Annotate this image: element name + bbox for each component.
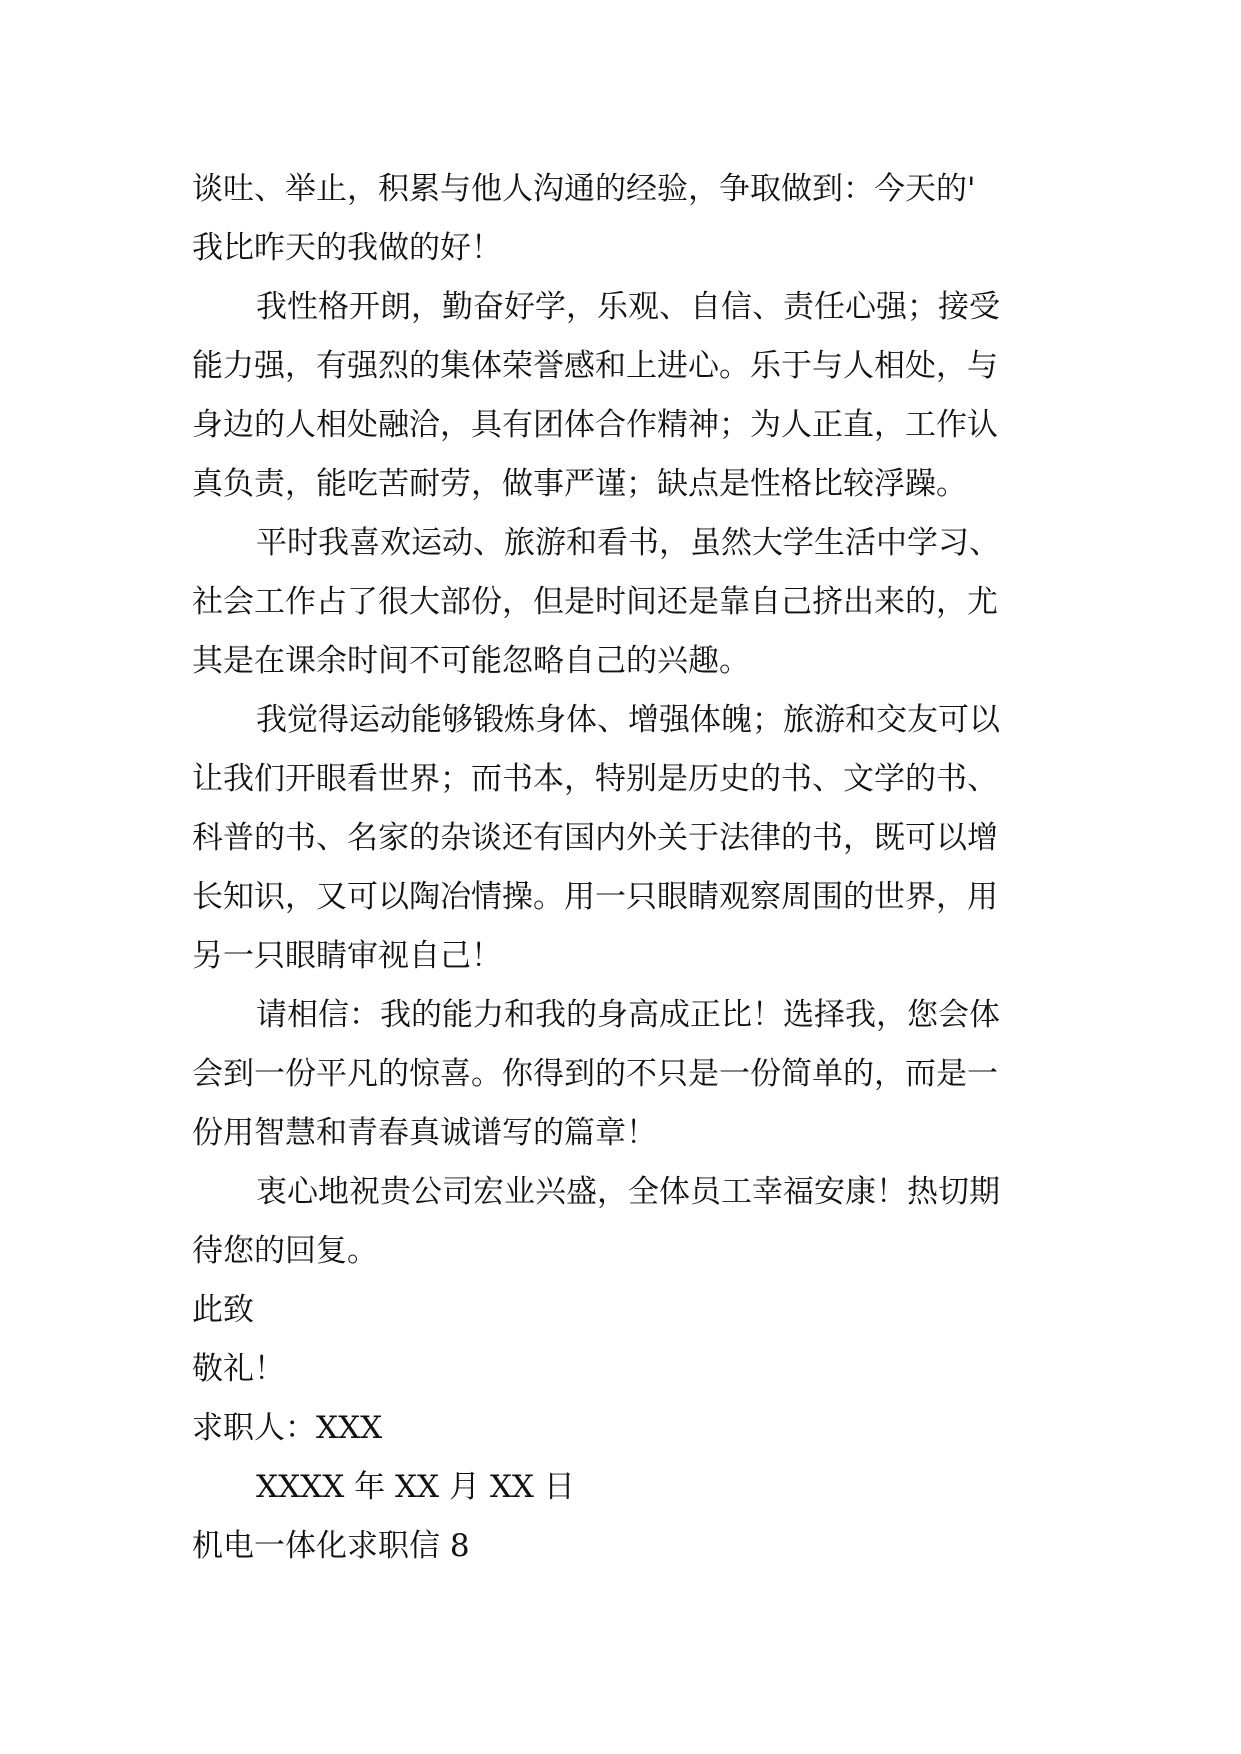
text-line: 会到一份平凡的惊喜。你得到的不只是一份简单的，而是一 <box>192 1056 998 1092</box>
text-line: 另一只眼睛审视自己！ <box>192 938 502 974</box>
paragraph-start-line: 请相信：我的能力和我的身高成正比！选择我，您会体 <box>256 997 1000 1033</box>
paragraph-start-line: 我性格开朗，勤奋好学，乐观、自信、责任心强；接受 <box>256 289 1000 325</box>
closing-salutation: 此致 <box>192 1292 254 1328</box>
text-line: 真负责，能吃苦耐劳，做事严谨；缺点是性格比较浮躁。 <box>192 466 967 502</box>
text-line: 让我们开眼看世界；而书本，特别是历史的书、文学的书、 <box>192 761 998 797</box>
text-line: 谈吐、举止，积累与他人沟通的经验，争取做到：今天的' <box>192 171 976 207</box>
text-line: 科普的书、名家的杂谈还有国内外关于法律的书，既可以增 <box>192 820 998 856</box>
next-section-title: 机电一体化求职信 8 <box>192 1528 470 1564</box>
paragraph-start-line: 衷心地祝贵公司宏业兴盛，全体员工幸福安康！热切期 <box>256 1174 1000 1210</box>
paragraph-start-line: 平时我喜欢运动、旅游和看书，虽然大学生活中学习、 <box>256 525 1000 561</box>
letter-date: XXXX 年 XX 月 XX 日 <box>256 1469 575 1505</box>
text-line: 能力强，有强烈的集体荣誉感和上进心。乐于与人相处，与 <box>192 348 998 384</box>
letter-body <box>192 160 1062 1576</box>
text-line: 待您的回复。 <box>192 1233 378 1269</box>
closing-regards: 敬礼！ <box>192 1351 285 1387</box>
text-line: 长知识，又可以陶冶情操。用一只眼睛观察周围的世界，用 <box>192 879 998 915</box>
text-line: 身边的人相处融洽，具有团体合作精神；为人正直，工作认 <box>192 407 998 443</box>
paragraph-start-line: 我觉得运动能够锻炼身体、增强体魄；旅游和交友可以 <box>256 702 1000 738</box>
text-line: 份用智慧和青春真诚谱写的篇章！ <box>192 1115 657 1151</box>
text-line: 其是在课余时间不可能忽略自己的兴趣。 <box>192 643 750 679</box>
applicant-signature: 求职人：XXX <box>192 1410 383 1446</box>
text-line: 我比昨天的我做的好！ <box>192 230 502 266</box>
text-line: 社会工作占了很大部份，但是时间还是靠自己挤出来的，尤 <box>192 584 998 620</box>
